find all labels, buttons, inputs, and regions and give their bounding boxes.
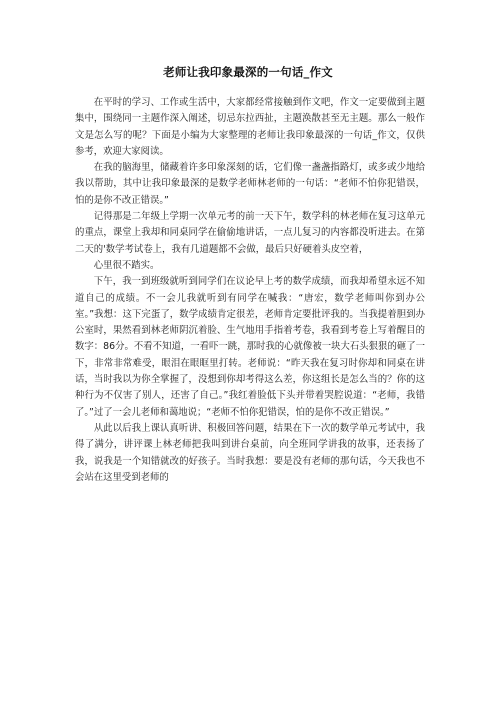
paragraph: 在我的脑海里，储藏着许多印象深刻的话，它们像一盏盏指路灯，或多或少地给我以帮助，其中让我印象最深的是数学老师林老师的一句话：“老师不怕你犯错误，怕的是你不改正错误。” [75, 162, 425, 206]
paragraph: 记得那是二年级上学期一次单元考的前一天下午，数学科的林老师在复习这单元的重点，课堂上我却和同桌同学在偷偷地讲话，一点儿复习的内容都没听进去。在第二天的'数学考试卷上，我有几道题都不会做，最后只好硬着头皮空着， [75, 211, 425, 255]
document-body [75, 95, 425, 486]
paragraph: 心里很不踏实。 [93, 259, 160, 271]
paragraph: 在平时的学习、工作或生活中，大家都经常接触到作文吧，作文一定要做到主题集中，围绕同一主题作深入阐述，切忌东拉西扯，主题涣散甚至无主题。那么一般作文是怎么写的呢？下面是小编为大家整理的老师让我印象最深的一句话_作文，仅供参考，欢迎大家阅读。 [75, 97, 425, 157]
paragraph: 下午，我一到班级就听到同学们在议论早上考的数学成绩，而我却希望永远不知道自己的成绩。不一会儿我就听到有同学在喊我：“唐宏，数学老师叫你到办公室。”我想：这下完蛋了，数学成绩肯定很差，老师肯定要批评我的。当我提着胆到办公室时，果然看到林老师阴沉着脸、生气地用手指着考卷，我看到考卷上写着醒目的数字：86分。不看不知道，一看吓一跳，那时我的心就像被一块大石头狠狠的砸了一下，非常非常难受，眼泪在眼眶里打转。老师说：“昨天我在复习时你却和同桌在讲话，当时我以为你全掌握了，没想到你却考得这么差，你这组长是怎么当的？你的这种行为不仅害了别人，还害了自己。”我红着脸低下头并带着哭腔说道：“老师，我错了。”过了一会儿老师和蔼地说；“老师不怕你犯错误，怕的是你不改正错误。” [75, 276, 425, 418]
paragraph: 从此以后我上课认真听讲、积极回答问题，结果在下一次的数学单元考试中，我得了满分，讲评课上林老师把我叫到讲台桌前，向全班同学讲我的故事，还表扬了我，说我是一个知错就改的好孩子。当时我想：要是没有老师的那句话，今天我也不会站在这里受到老师的 [75, 422, 425, 483]
document-title: 老师让我印象最深的一句话_作文 [163, 65, 333, 79]
